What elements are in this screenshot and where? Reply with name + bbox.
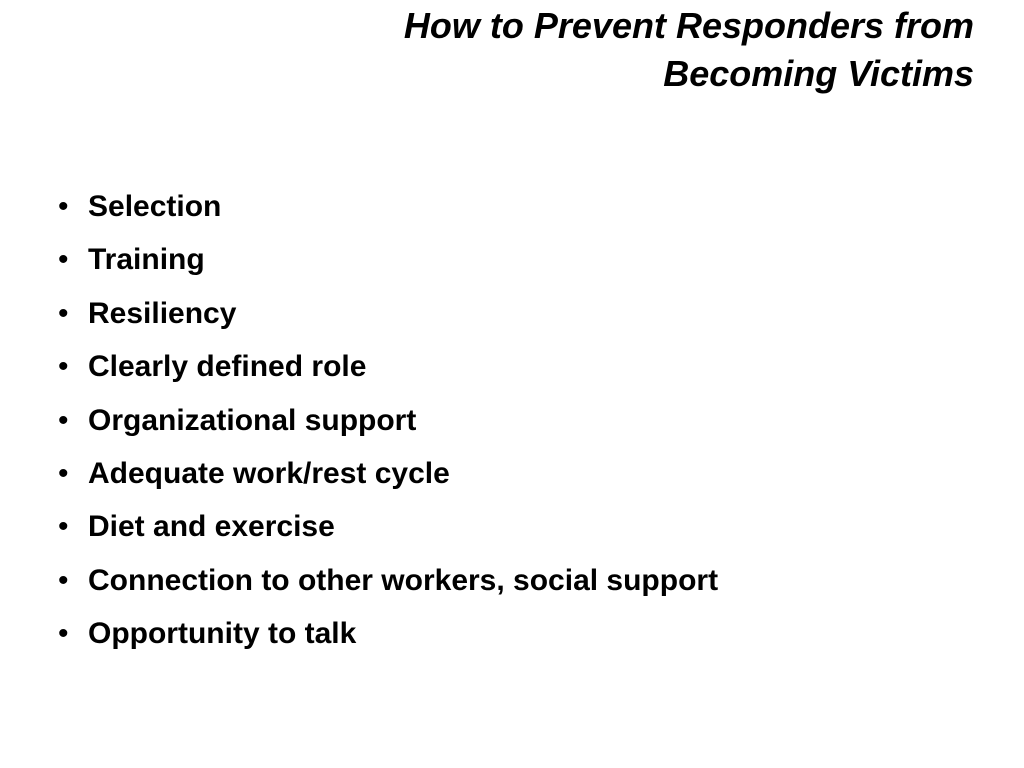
list-item bbox=[58, 180, 718, 233]
bullet-icon: • bbox=[58, 403, 69, 437]
list-item bbox=[58, 554, 718, 607]
bullet-icon: • bbox=[58, 563, 69, 597]
bullet-text: Diet and exercise bbox=[88, 510, 335, 544]
list-item bbox=[58, 233, 718, 286]
bullet-icon: • bbox=[58, 510, 69, 544]
bullet-icon: • bbox=[58, 190, 69, 223]
list-item bbox=[58, 447, 718, 500]
bullet-text: Training bbox=[88, 243, 205, 277]
bullet-text: Organizational support bbox=[88, 403, 417, 437]
bullet-text: Adequate work/rest cycle bbox=[88, 457, 450, 491]
bullet-text: Resiliency bbox=[88, 296, 237, 330]
bullet-icon: • bbox=[58, 350, 69, 384]
bullet-icon: • bbox=[58, 617, 69, 651]
bullet-icon: • bbox=[58, 296, 69, 330]
bullet-icon: • bbox=[58, 457, 69, 491]
bullet-text: Connection to other workers, social support bbox=[88, 563, 719, 597]
bullet-list bbox=[58, 180, 718, 661]
bullet-text: Opportunity to talk bbox=[88, 617, 357, 651]
slide-title-line-1: How to Prevent Responders from bbox=[403, 5, 974, 46]
bullet-icon: • bbox=[58, 243, 69, 277]
bullet-text: Clearly defined role bbox=[88, 350, 367, 384]
list-item bbox=[58, 287, 718, 340]
slide-title bbox=[174, 2, 974, 98]
bullet-text: Selection bbox=[88, 190, 222, 223]
list-item bbox=[58, 340, 718, 393]
list-item bbox=[58, 500, 718, 553]
list-item bbox=[58, 607, 718, 660]
list-item bbox=[58, 394, 718, 447]
slide-title-line-2: Becoming Victims bbox=[663, 53, 974, 94]
